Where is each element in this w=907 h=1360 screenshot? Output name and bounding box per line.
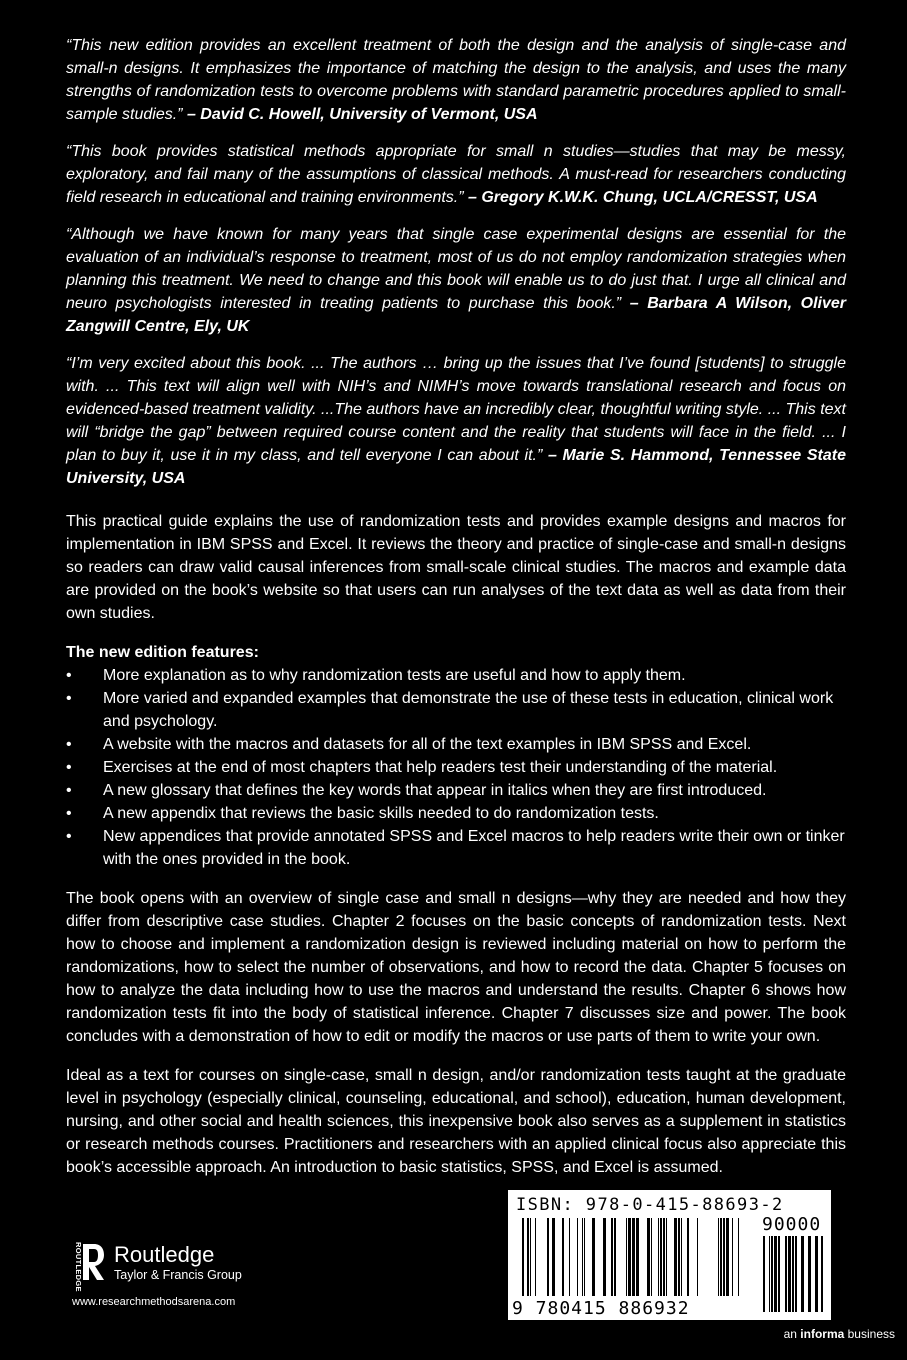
barcode-bar — [547, 1218, 549, 1296]
list-item: • More explanation as to why randomization tests are useful and how to apply them. — [66, 664, 846, 687]
barcode-bar — [582, 1218, 583, 1296]
barcode-bar — [774, 1236, 777, 1312]
isbn-label: ISBN: 978-0-415-88693-2 — [516, 1195, 784, 1215]
quote-attribution: – Marie S. Hammond, Tennessee State University, USA — [66, 447, 846, 487]
barcode-bar — [674, 1218, 677, 1296]
quote-hammond: “I’m very excited about this book. ... The authors … bring up the issues that I’ve found [students] to struggle with. ... This text will align well with NIH’s and NIMH’s move towards translational research and focus on evidenced-based treatment validity. ...The authors have an incredibly clear, thoughtful writing style. ... This text will “bridge the gap” between required course content and the reality that students will face in the field. ... I plan to buy it, use it in my class, and tell everyone I can about it.” – Marie S. Hammond, Tennessee State University, USA — [66, 355, 846, 487]
bullet-icon: • — [66, 759, 72, 776]
quote-attribution: – Gregory K.W.K. Chung, UCLA/CRESST, USA — [468, 189, 818, 206]
barcode-bar — [660, 1218, 662, 1296]
quote-howell: “This new edition provides an excellent treatment of both the design and the analysis of single-case and small-n designs. It emphasizes the importance of matching the design to the analysis, and uses the many strengths of randomization tests to overcome problems with standard parametric procedures applied to small-sample studies.” – David C. Howell, University of Vermont, USA — [66, 37, 846, 123]
barcode-bar — [658, 1218, 659, 1296]
barcode-bar — [738, 1218, 739, 1296]
barcode-bar — [651, 1218, 652, 1296]
quote-chung: “This book provides statistical methods appropriate for small n studies—studies that may be messy, exploratory, and fail many of the assumptions of classical methods. A must-read for researchers conducting field research in educational and training environments.” – Gregory K.W.K. Chung, UCLA/CRESST, USA — [66, 143, 846, 206]
barcode-bar — [614, 1218, 616, 1296]
barcode-bar — [530, 1218, 531, 1296]
bullet-icon: • — [66, 736, 72, 753]
intro-paragraph: This practical guide explains the use of randomization tests and provides example designs and macros for implementation in IBM SPSS and Excel. It reviews the theory and practice of single-case and small-n designs so readers can draw valid causal inferences from small-scale clinical studies. The macros and example data are provided on the book’s website so that users can run analyses of the text data as well as data from their own studies. — [66, 513, 846, 622]
quote-attribution: – David C. Howell, University of Vermont, USA — [186, 106, 538, 123]
barcode-bar — [592, 1218, 595, 1296]
barcode-bar — [584, 1218, 585, 1296]
audience-paragraph: Ideal as a text for courses on single-case, small n design, and/or randomization tests taught at the graduate level in psychology (especially clinical, counseling, educational, and school), education, human development, nursing, and other social and health sciences, this inexpensive book also serves as a supplement in statistics or research methods courses. Practitioners and researchers with an applied clinical focus also appreciate this book’s accessible approach. An introduction to basic statistics, SPSS, and Excel is assumed. — [66, 1067, 846, 1176]
barcode-bar — [611, 1218, 613, 1296]
barcode-bar — [681, 1218, 682, 1296]
publisher-url: www.researchmethodsarena.com — [72, 1296, 236, 1308]
list-item: • New appendices that provide annotated SPSS and Excel macros to help readers write their own or tinker with the ones provided in the book. — [66, 825, 846, 871]
barcode-bar — [535, 1218, 536, 1296]
list-item: • A new appendix that reviews the basic skills needed to do randomization tests. — [66, 802, 846, 825]
barcode-bar — [663, 1218, 665, 1296]
list-item: • A new glossary that defines the key words that appear in italics when they are first introduced. — [66, 779, 846, 802]
back-cover-text — [66, 34, 846, 1195]
barcode-bar — [687, 1218, 689, 1296]
barcode-bar — [801, 1236, 804, 1312]
barcode-bar — [720, 1218, 722, 1296]
barcode-bar — [522, 1218, 524, 1296]
barcode-bar — [562, 1218, 564, 1296]
barcode-addon: 90000 — [762, 1214, 822, 1235]
isbn-barcode — [508, 1190, 831, 1320]
features-list — [66, 664, 846, 871]
publisher-name: Routledge — [114, 1242, 215, 1267]
list-item: • Exercises at the end of most chapters that help readers test their understanding of the material. — [66, 756, 846, 779]
barcode-bar — [726, 1218, 729, 1296]
informa-business: an informa business — [783, 1327, 895, 1341]
quote-wilson: “Although we have known for many years that single case experimental designs are essential for the evaluation of an individual’s response to treatment, most of us do not employ randomization strategies when planning this treatment. We need to change and this book will enable us to do just that. I urge all clinical and neuro psychologists interested in treating patients to purchase this book.” – Barbara A Wilson, Oliver Zangwill Centre, Ely, UK — [66, 226, 846, 335]
bullet-icon: • — [66, 782, 72, 799]
barcode-bar — [577, 1218, 578, 1296]
barcode-bar — [697, 1218, 698, 1296]
barcode-bar — [718, 1218, 719, 1296]
barcode-bar — [785, 1236, 787, 1312]
barcode-bar — [763, 1236, 765, 1312]
barcode-bar — [552, 1218, 555, 1296]
barcode-bar — [628, 1218, 631, 1296]
bullet-icon: • — [66, 690, 72, 707]
barcode-bar — [527, 1218, 529, 1296]
barcode-bar — [795, 1236, 797, 1312]
quote-attribution: – Barbara A Wilson, Oliver Zangwill Centre, Ely, UK — [66, 295, 846, 335]
bullet-icon: • — [66, 667, 72, 684]
bullet-icon: • — [66, 805, 72, 822]
overview-paragraph: The book opens with an overview of single case and small n designs—why they are needed and how they differ from descriptive case studies. Chapter 2 focuses on the basic concepts of randomization tests. Next how to choose and implement a randomization design is reviewed including material on how to perform the randomizations, how to select the number of observations, and how to record the data. Chapter 5 focuses on how to analyze the data including how to use the macros and understand the results. Chapter 6 shows how randomization tests fit into the body of statistical inference. Chapter 7 discusses size and power. The book concludes with a demonstration of how to edit or modify the macros or use parts of them to write your own. — [66, 890, 846, 1045]
barcode-digits: 9 780415 886932 — [512, 1298, 690, 1319]
barcode-bar — [569, 1218, 570, 1296]
list-item: • A website with the macros and datasets for all of the text examples in IBM SPSS and Excel. — [66, 733, 846, 756]
informa-brand: informa — [800, 1327, 845, 1341]
barcode-bar — [769, 1236, 770, 1312]
svg-text:ROUTLEDGE: ROUTLEDGE — [74, 1242, 83, 1292]
barcode-bar — [647, 1218, 650, 1296]
barcode-bar — [732, 1218, 733, 1296]
barcode-bar — [723, 1218, 725, 1296]
barcode-bar — [788, 1236, 791, 1312]
barcode-bar — [792, 1236, 794, 1312]
barcode-bar — [666, 1218, 667, 1296]
barcode-bar — [815, 1236, 818, 1312]
publisher-group: Taylor & Francis Group — [114, 1268, 242, 1282]
barcode-bar — [808, 1236, 811, 1312]
barcode-bar — [636, 1218, 639, 1296]
bullet-icon: • — [66, 828, 72, 845]
barcode-bar — [632, 1218, 635, 1296]
barcode-bar — [771, 1236, 773, 1312]
features-title: The new edition features: — [66, 644, 259, 661]
barcode-bar — [626, 1218, 627, 1296]
barcode-bar — [603, 1218, 606, 1296]
barcode-bar — [821, 1236, 823, 1312]
barcode-bar — [778, 1236, 780, 1312]
list-item: • More varied and expanded examples that demonstrate the use of these tests in education, clinical work and psychology. — [66, 687, 846, 733]
barcode-bar — [678, 1218, 680, 1296]
